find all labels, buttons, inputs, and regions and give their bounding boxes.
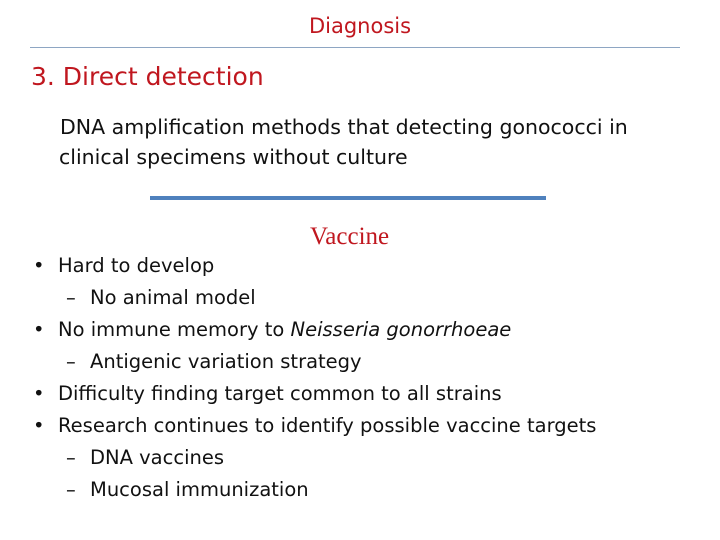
bullet-item: Difficulty finding target common to all strains <box>58 382 502 405</box>
section-body-line: clinical specimens without culture <box>59 145 408 169</box>
dash-marker: – <box>66 286 76 309</box>
bullet-item: Research continues to identify possible vaccine targets <box>58 414 597 437</box>
bullet-marker: • <box>33 318 45 341</box>
sub-bullet-item: No animal model <box>90 286 256 309</box>
bullet-item <box>58 318 511 341</box>
sub-bullet-item: Antigenic variation strategy <box>90 350 362 373</box>
vaccine-heading: Vaccine <box>310 223 390 250</box>
bullet-item: Hard to develop <box>58 254 215 277</box>
title-rule <box>30 47 680 48</box>
dash-marker: – <box>66 446 76 469</box>
bullet-text: No immune memory to <box>58 318 291 341</box>
slide-title: Diagnosis <box>308 14 412 38</box>
bullet-marker: • <box>33 254 45 277</box>
dash-marker: – <box>66 350 76 373</box>
dash-marker: – <box>66 478 76 501</box>
section-body-line: DNA amplification methods that detecting gonococci in <box>60 115 628 139</box>
sub-bullet-item: Mucosal immunization <box>90 478 309 501</box>
bullet-marker: • <box>33 414 45 437</box>
sub-bullet-item: DNA vaccines <box>90 446 225 469</box>
divider-bar <box>150 196 546 200</box>
section-heading: 3. Direct detection <box>31 62 264 91</box>
species-name: Neisseria gonorrhoeae <box>290 318 512 341</box>
bullet-marker: • <box>33 382 45 405</box>
section-body <box>59 112 699 172</box>
